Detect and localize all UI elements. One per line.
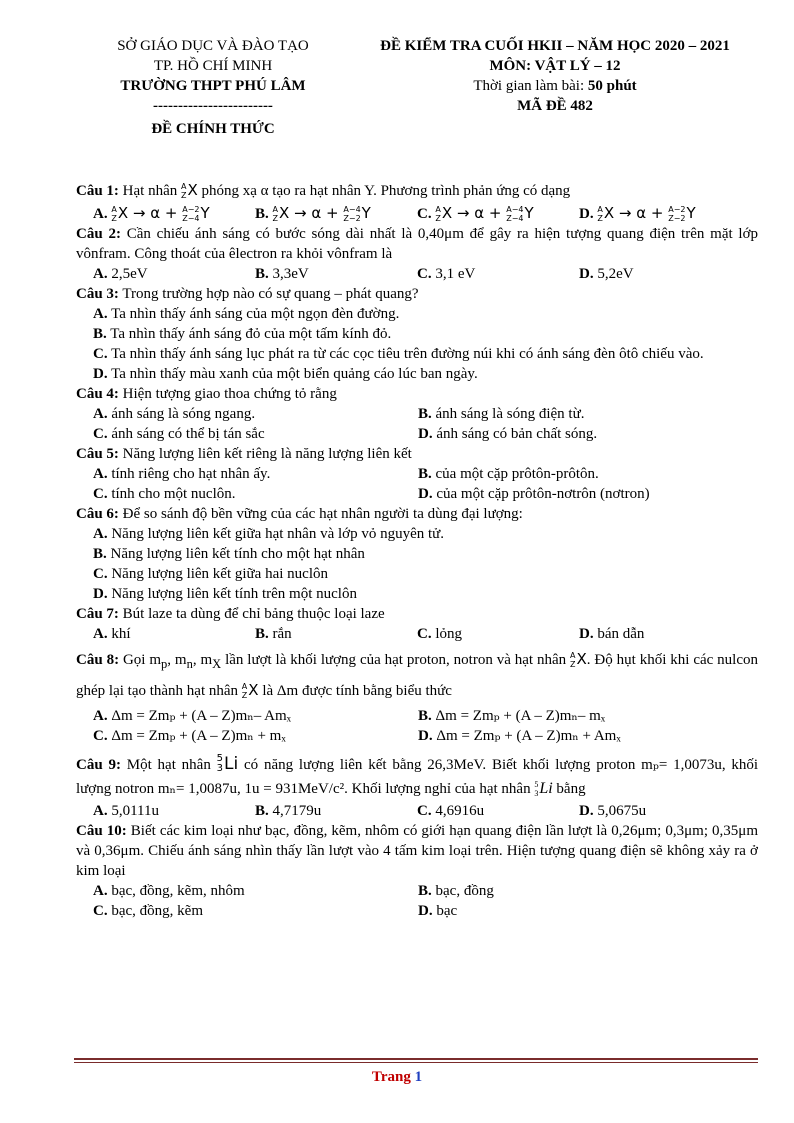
element-symbol: Y bbox=[361, 204, 371, 222]
atomic-number: Z−2 bbox=[343, 213, 361, 223]
option-key: B. bbox=[93, 326, 107, 342]
option-key: D. bbox=[418, 728, 433, 744]
options-6 bbox=[76, 524, 758, 604]
options-9 bbox=[76, 801, 758, 821]
option-a[interactable] bbox=[93, 801, 255, 821]
mass-number: A bbox=[111, 204, 117, 214]
option-key: D. bbox=[418, 426, 433, 442]
duration-value: 50 phút bbox=[587, 78, 637, 94]
option-key: D. bbox=[93, 366, 108, 382]
mass-number: 5 bbox=[534, 780, 539, 790]
nuclide-eq bbox=[597, 203, 695, 223]
question-label: Câu 3: bbox=[76, 286, 119, 302]
equation: X → α + bbox=[117, 204, 178, 222]
option-b[interactable] bbox=[93, 544, 758, 564]
option-text: Năng lượng liên kết giữa hai nuclôn bbox=[111, 566, 328, 582]
mass-number: A bbox=[272, 204, 278, 214]
atomic-number: 3 bbox=[534, 789, 539, 799]
option-b[interactable] bbox=[418, 881, 743, 901]
atomic-number: Z bbox=[272, 213, 278, 223]
atomic-number: Z bbox=[111, 213, 117, 223]
duration-label: Thời gian làm bài: bbox=[473, 78, 585, 94]
option-b[interactable] bbox=[255, 801, 417, 821]
question-list bbox=[76, 180, 758, 921]
option-text: Ta nhìn thấy màu xanh của một biển quảng cáo lúc ban ngày. bbox=[111, 366, 478, 382]
question-label: Câu 9: bbox=[76, 757, 121, 773]
option-key: A. bbox=[93, 406, 108, 422]
option-b[interactable] bbox=[418, 464, 743, 484]
option-d[interactable] bbox=[93, 584, 758, 604]
atomic-number: Z bbox=[241, 690, 248, 700]
nuclide-x bbox=[570, 646, 587, 672]
question-text: , m bbox=[167, 652, 187, 668]
question-text: Để so sánh độ bền vững của các hạt nhân người ta dùng đại lượng: bbox=[122, 506, 523, 522]
element-symbol: X bbox=[248, 681, 259, 699]
option-key: A. bbox=[93, 206, 108, 222]
option-text: ánh sáng có thể bị tán sắc bbox=[111, 426, 265, 442]
nuclide-eq bbox=[273, 203, 371, 223]
option-key: C. bbox=[417, 206, 432, 222]
option-key: D. bbox=[93, 586, 108, 602]
element-symbol: X bbox=[187, 181, 198, 199]
option-d[interactable] bbox=[579, 624, 739, 644]
atomic-number: Z bbox=[181, 190, 187, 200]
options-2 bbox=[76, 264, 758, 284]
school-name: TRƯỜNG THPT PHÚ LÂM bbox=[120, 78, 306, 94]
subscript: p bbox=[161, 657, 168, 671]
question-text: Một hạt nhân bbox=[126, 757, 211, 773]
option-c[interactable] bbox=[93, 726, 418, 746]
question-10 bbox=[76, 821, 758, 881]
option-text: bạc bbox=[436, 903, 458, 919]
option-text: Năng lượng liên kết tính cho một hạt nhân bbox=[110, 546, 365, 562]
option-key: A. bbox=[93, 466, 108, 482]
nuclide-li bbox=[534, 777, 552, 801]
exam-title: ĐỀ KIỂM TRA CUỐI HKII – NĂM HỌC 2020 – 2021 bbox=[380, 38, 730, 54]
page-number bbox=[0, 1069, 794, 1086]
option-text: 4,6916u bbox=[435, 803, 485, 819]
option-text: 3,3eV bbox=[272, 266, 309, 282]
question-label: Câu 1: bbox=[76, 183, 119, 199]
option-a[interactable] bbox=[93, 404, 418, 424]
mass-number: A−2 bbox=[668, 204, 686, 214]
mass-number: A bbox=[435, 204, 441, 214]
option-d[interactable] bbox=[579, 801, 739, 821]
option-b[interactable] bbox=[255, 203, 417, 224]
option-text: 5,0675u bbox=[597, 803, 647, 819]
question-7 bbox=[76, 604, 758, 624]
question-label: Câu 5: bbox=[76, 446, 119, 462]
atomic-number: Z bbox=[570, 659, 576, 669]
option-text: Ta nhìn thấy ánh sáng của một ngọn đèn đường. bbox=[111, 306, 400, 322]
element-symbol: X bbox=[576, 650, 587, 668]
question-label: Câu 7: bbox=[76, 606, 119, 622]
option-a[interactable] bbox=[93, 706, 418, 726]
atomic-number: Z−4 bbox=[506, 213, 524, 223]
question-8 bbox=[76, 646, 758, 704]
nuclide-eq bbox=[435, 203, 533, 223]
mass-number: A bbox=[597, 204, 603, 214]
option-key: C. bbox=[93, 346, 108, 362]
equation: X → α + bbox=[603, 204, 664, 222]
mass-number: A bbox=[570, 650, 576, 660]
option-a[interactable] bbox=[93, 524, 758, 544]
option-d[interactable] bbox=[93, 364, 758, 384]
page-number-value: 1 bbox=[414, 1069, 423, 1085]
option-key: B. bbox=[255, 266, 269, 282]
option-key: B. bbox=[255, 206, 269, 222]
atomic-number: Z−2 bbox=[668, 213, 686, 223]
option-key: C. bbox=[417, 266, 432, 282]
option-text: Δm = Zmₚ + (A – Z)mₙ– Amₓ bbox=[111, 708, 291, 724]
equation: X → α + bbox=[279, 204, 339, 222]
option-key: A. bbox=[93, 883, 108, 899]
option-d[interactable] bbox=[579, 264, 739, 284]
subject: MÔN: VẬT LÝ – 12 bbox=[489, 58, 621, 74]
option-text: 5,2eV bbox=[597, 266, 634, 282]
option-text: Năng lượng liên kết giữa hạt nhân và lớp vỏ nguyên tử. bbox=[111, 526, 445, 542]
question-2 bbox=[76, 224, 758, 264]
question-text: Bút laze ta dùng để chỉ bảng thuộc loại laze bbox=[122, 606, 385, 622]
option-a[interactable] bbox=[93, 881, 418, 901]
question-text: Trong trường hợp nào có sự quang – phát quang? bbox=[122, 286, 419, 302]
exam-code: MÃ ĐỀ 482 bbox=[517, 98, 593, 114]
option-key: A. bbox=[93, 708, 108, 724]
option-d[interactable] bbox=[418, 424, 743, 444]
option-text: 4,7179u bbox=[272, 803, 322, 819]
option-text: 2,5eV bbox=[111, 266, 148, 282]
option-a[interactable] bbox=[93, 203, 255, 224]
option-key: C. bbox=[93, 566, 108, 582]
option-key: B. bbox=[418, 708, 432, 724]
options-10 bbox=[76, 881, 758, 921]
options-7 bbox=[76, 624, 758, 644]
question-text: Năng lượng liên kết riêng là năng lượng liên kết bbox=[122, 446, 412, 462]
option-text: tính cho một nuclôn. bbox=[111, 486, 236, 502]
option-key: D. bbox=[579, 266, 594, 282]
mass-number: 5 bbox=[216, 753, 224, 764]
question-4 bbox=[76, 384, 758, 404]
element-symbol: Y bbox=[686, 204, 696, 222]
mass-number: A−4 bbox=[506, 204, 524, 214]
option-key: B. bbox=[418, 466, 432, 482]
option-a[interactable] bbox=[93, 464, 418, 484]
option-text: bạc, đồng, kẽm, nhôm bbox=[111, 883, 245, 899]
option-c[interactable] bbox=[93, 424, 418, 444]
nuclide-li bbox=[217, 752, 239, 776]
option-a[interactable] bbox=[93, 304, 758, 324]
subscript: X bbox=[212, 657, 222, 671]
option-text: bạc, đồng, kẽm bbox=[111, 903, 203, 919]
element-symbol: Li bbox=[224, 754, 239, 774]
question-1 bbox=[76, 180, 758, 201]
option-text: 5,0111u bbox=[111, 803, 159, 819]
option-key: B. bbox=[255, 626, 269, 642]
mass-number: A bbox=[241, 681, 248, 691]
option-b[interactable] bbox=[418, 706, 743, 726]
option-a[interactable] bbox=[93, 624, 255, 644]
option-key: B. bbox=[255, 803, 269, 819]
nuclide-x bbox=[181, 180, 198, 200]
option-text: 3,1 eV bbox=[435, 266, 476, 282]
option-key: D. bbox=[579, 626, 594, 642]
option-d[interactable] bbox=[418, 726, 743, 746]
options-5 bbox=[76, 464, 758, 504]
option-b[interactable] bbox=[255, 624, 417, 644]
question-5 bbox=[76, 444, 758, 464]
option-key: A. bbox=[93, 803, 108, 819]
option-text: Δm = Zmₚ + (A – Z)mₙ + mₓ bbox=[111, 728, 286, 744]
question-text: phóng xạ α tạo ra hạt nhân Y. Phương trình phản ứng có dạng bbox=[201, 183, 571, 199]
option-c[interactable] bbox=[417, 264, 579, 284]
subscript: n bbox=[186, 657, 193, 671]
equation: X → α + bbox=[441, 204, 502, 222]
option-key: B. bbox=[93, 546, 107, 562]
option-text: lỏng bbox=[435, 626, 463, 642]
option-key: D. bbox=[418, 486, 433, 502]
element-symbol: Y bbox=[200, 204, 210, 222]
option-text: tính riêng cho hạt nhân ấy. bbox=[111, 466, 271, 482]
question-text: Cần chiếu ánh sáng có bước sóng dài nhất là 0,40μm để gây ra hiện tượng quang điện trên mặt lớp vônfram. Công thoát của êlectron ra khỏi vônfram là bbox=[76, 226, 759, 262]
option-c[interactable] bbox=[417, 801, 579, 821]
mass-number: A−4 bbox=[343, 204, 361, 214]
option-text: ánh sáng là sóng ngang. bbox=[111, 406, 256, 422]
option-b[interactable] bbox=[93, 324, 758, 344]
option-text: khí bbox=[111, 626, 131, 642]
option-key: D. bbox=[418, 903, 433, 919]
atomic-number: Z bbox=[435, 213, 441, 223]
header-right bbox=[345, 36, 765, 116]
question-label: Câu 2: bbox=[76, 226, 121, 242]
option-key: C. bbox=[93, 728, 108, 744]
city-name: TP. HỒ CHÍ MINH bbox=[153, 58, 273, 74]
footer-divider-thin bbox=[74, 1062, 758, 1063]
question-text: Hiện tượng giao thoa chứng tỏ rằng bbox=[122, 386, 337, 402]
option-key: C. bbox=[93, 486, 108, 502]
header-left bbox=[68, 36, 358, 139]
option-key: D. bbox=[579, 803, 594, 819]
question-text: có năng lượng liên kết bằng 26,3MeV. Biết khối lượng proton mₚ= 1,0073u, khối lượng notron mₙ= 1,0087u, 1u = 931MeV/c². Khối lượng nghỉ của hạt nhân bbox=[76, 757, 759, 797]
header-divider: ------------------------ bbox=[153, 98, 273, 114]
question-9 bbox=[76, 752, 758, 801]
option-text: Năng lượng liên kết tính trên một nuclôn bbox=[111, 586, 357, 602]
option-key: D. bbox=[579, 206, 594, 222]
option-key: C. bbox=[93, 426, 108, 442]
page-label: Trang bbox=[371, 1069, 411, 1085]
option-text: Δm = Zmₚ + (A – Z)mₙ + Amₓ bbox=[436, 728, 621, 744]
question-label: Câu 8: bbox=[76, 652, 120, 668]
question-text: Gọi m bbox=[122, 652, 162, 668]
department-name: SỞ GIÁO DỤC VÀ ĐÀO TẠO bbox=[117, 38, 309, 54]
option-key: C. bbox=[417, 803, 432, 819]
options-8 bbox=[76, 706, 758, 746]
option-text: Ta nhìn thấy ánh sáng lục phát ra từ các cọc tiêu trên đường núi khi có ánh sáng đèn ôtô chiếu vào. bbox=[111, 346, 704, 362]
question-label: Câu 6: bbox=[76, 506, 119, 522]
option-key: A. bbox=[93, 266, 108, 282]
question-6 bbox=[76, 504, 758, 524]
option-a[interactable] bbox=[93, 264, 255, 284]
option-key: B. bbox=[418, 883, 432, 899]
option-text: Ta nhìn thấy ánh sáng đỏ của một tấm kính đỏ. bbox=[110, 326, 392, 342]
question-text: . Độ hụt khối khi các nulcon ghép lại tạo thành hạt nhân bbox=[76, 652, 759, 699]
options-1 bbox=[76, 203, 758, 224]
nuclide-eq bbox=[111, 203, 209, 223]
question-3 bbox=[76, 284, 758, 304]
option-c[interactable] bbox=[417, 624, 579, 644]
option-d[interactable] bbox=[579, 203, 739, 224]
option-text: của một cặp prôtôn-nơtrôn (nơtron) bbox=[436, 486, 650, 502]
option-text: bạc, đồng bbox=[435, 883, 494, 899]
element-symbol: Y bbox=[524, 204, 534, 222]
question-text: lần lượt là khối lượng của hạt proton, notron và hạt nhân bbox=[225, 652, 567, 668]
option-c[interactable] bbox=[93, 484, 418, 504]
question-text: Hạt nhân bbox=[122, 183, 178, 199]
footer-divider bbox=[74, 1058, 758, 1060]
option-key: C. bbox=[417, 626, 432, 642]
option-c[interactable] bbox=[76, 344, 758, 364]
option-key: A. bbox=[93, 526, 108, 542]
atomic-number: 3 bbox=[216, 763, 224, 774]
element-symbol: Li bbox=[539, 780, 553, 797]
atomic-number: Z bbox=[597, 213, 603, 223]
question-text: , m bbox=[192, 652, 213, 668]
question-text: là Δm được tính bằng biểu thức bbox=[262, 683, 452, 699]
option-b[interactable] bbox=[418, 404, 743, 424]
option-c[interactable] bbox=[417, 203, 579, 224]
official-label: ĐỀ CHÍNH THỨC bbox=[151, 121, 275, 137]
option-key: C. bbox=[93, 903, 108, 919]
option-text: của một cặp prôtôn-prôtôn. bbox=[435, 466, 599, 482]
option-key: A. bbox=[93, 306, 108, 322]
option-b[interactable] bbox=[255, 264, 417, 284]
mass-number: A bbox=[181, 181, 187, 191]
duration bbox=[345, 76, 765, 96]
option-d[interactable] bbox=[418, 484, 743, 504]
question-text: Biết các kim loại như bạc, đồng, kẽm, nhôm có giới hạn quang điện lần lượt là 0,26μm; 0,3μm; 0,35μm và 0,36μm. Chiếu ánh sáng nhìn thấy lần lượt vào 4 tấm kim loại trên. Hiện tượng quang điện sẽ không xảy ra ở kim loại bbox=[76, 823, 759, 879]
option-key: B. bbox=[418, 406, 432, 422]
option-text: ánh sáng có bản chất sóng. bbox=[436, 426, 598, 442]
option-c[interactable] bbox=[93, 564, 758, 584]
question-label: Câu 10: bbox=[76, 823, 127, 839]
mass-number: A−2 bbox=[182, 204, 200, 214]
options-3 bbox=[76, 304, 758, 384]
question-label: Câu 4: bbox=[76, 386, 119, 402]
option-d[interactable] bbox=[418, 901, 743, 921]
option-key: A. bbox=[93, 626, 108, 642]
option-text: ánh sáng là sóng điện từ. bbox=[435, 406, 585, 422]
option-text: Δm = Zmₚ + (A – Z)mₙ– mₓ bbox=[435, 708, 606, 724]
atomic-number: Z−4 bbox=[182, 213, 200, 223]
question-text: bằng bbox=[556, 781, 586, 797]
nuclide-x bbox=[242, 677, 259, 703]
option-text: bán dẫn bbox=[597, 626, 645, 642]
option-text: rắn bbox=[272, 626, 292, 642]
options-4 bbox=[76, 404, 758, 444]
option-c[interactable] bbox=[93, 901, 418, 921]
